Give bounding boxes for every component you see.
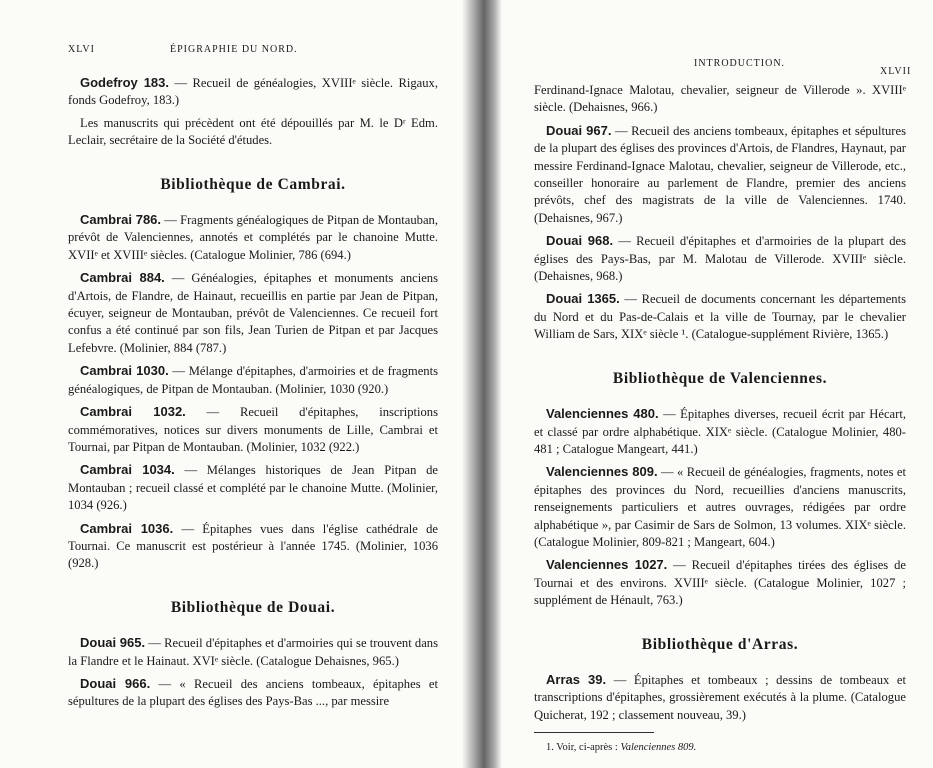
note-paragraph: Les manuscrits qui précèdent ont été dépouillés par M. le Dʳ Edm. Leclair, secrétaire de la Société d'études. xyxy=(68,115,438,148)
entry-text: — Généalogies, épitaphes et monuments anciens d'Artois, de Flandre, de Hainaut, recueillis en partie par Jean de Pitpan, écuyer, seigneur de Montauban, prévôt de Valenciennes. Ce recueil fort confus a été continué par son fils, Jean Turien de Pitpan et par Jacques Lefebvre. (Molinier, 884 (787.) xyxy=(68,271,438,355)
entry-text: — Recueil d'épitaphes tirées des églises de Tournai et des environs. XVIIIᵉ siècle. (Catalogue Molinier, 1027 ; supplément de Hénault, 763.) xyxy=(534,558,906,608)
entry-text: — Épitaphes et tombeaux ; dessins de tombeaux et transcriptions d'épitaphes, grossièrement exécutés à la plume. (Catalogue Quicherat, 192 ; classement nouveau, 39.) xyxy=(534,672,906,722)
entry-douai-965 xyxy=(68,634,438,670)
section-heading-cambrai: Bibliothèque de Cambrai. xyxy=(160,175,346,193)
entry-douai-1365 xyxy=(534,290,906,343)
entry-text: — Recueil de documents concernant les départements du Nord et du Pas-de-Calais et la ville de Tournay, par le chevalier William de Sars, XIXᵉ siècle ¹. (Catalogue-supplément Rivière, 1365.) xyxy=(534,292,906,342)
footnote xyxy=(534,739,906,756)
entry-ref: Douai 968. xyxy=(546,233,614,249)
entry-continuation: Ferdinand-Ignace Malotau, chevalier, seigneur de Villerode ». XVIIIᵉ siècle. (Dehaisnes, 966.) xyxy=(534,83,906,115)
right-page xyxy=(472,0,933,768)
entry-text: — « Recueil de généalogies, fragments, notes et épitaphes des provinces du Nord, recueillies d'anciens manuscrits, renseignements particuliers et autres ouvrages, rédigées par ordre alphabétique », par Casimir de Sars de Solmon, 13 volumes. XIXᵉ siècle. (Catalogue Molinier, 809-821 ; Mangeart, 604.) xyxy=(534,465,906,549)
entry-ref: Cambrai 884. xyxy=(80,270,165,286)
entry-arras-39 xyxy=(534,671,906,724)
entry-ref: Arras 39. xyxy=(546,671,607,687)
entry-ref: Valenciennes 480. xyxy=(546,406,659,422)
footnote-prefix: 1. Voir, ci-après : xyxy=(546,742,621,754)
entry-douai-967 xyxy=(534,122,906,227)
entry-text: — Mélange d'épitaphes, d'armoiries et de fragments généalogiques, de Pitpan de Montauban. (Molinier, 1030 (920.) xyxy=(68,364,438,396)
right-running-title: INTRODUCTION. xyxy=(694,58,786,69)
entry-ref: Cambrai 1030. xyxy=(80,363,169,379)
entry-douai-966 xyxy=(68,675,438,711)
entry-text: — Recueil d'épitaphes, inscriptions commémoratives, notices sur divers monuments de Lille, Cambrai et Tournai, par Pitpan de Montauban. (Molinier, 1032 (922.) xyxy=(68,405,438,454)
entry-cambrai-884 xyxy=(68,269,438,357)
entry-ref: Cambrai 1034. xyxy=(80,462,175,478)
entry-text: — Mélanges historiques de Jean Pitpan de Montauban ; recueil classé et complété par le chanoine Mutte. (Molinier, 1034 (926.) xyxy=(68,463,438,513)
entry-ref: Douai 967. xyxy=(546,122,612,138)
entry-text: — Recueil des anciens tombeaux, épitaphes et sépultures de la plupart des églises des provinces d'Artois, de Flandres, Haynaut, par messire Ferdinand-Ignace Malotau, chevalier, seigneur de Villerode, etc., conseiller honoraire au parlement de Flandre, premier des anciens prévôts, chef des magistrats de la ville de Valenciennes. 1740. (Dehaisnes, 967.) xyxy=(534,123,906,225)
entry-text: — « Recueil des anciens tombeaux, épitaphes et sépultures de la plupart des églises des Pays-Bas ..., par messire xyxy=(68,676,438,709)
section-heading-douai: Bibliothèque de Douai. xyxy=(170,598,336,616)
entry-cambrai-786 xyxy=(68,211,438,264)
entry-cambrai-1036 xyxy=(68,520,438,573)
entry-valenciennes-809 xyxy=(534,463,906,551)
entry-ref: Godefroy 183. xyxy=(80,75,169,90)
entry-godefroy-183 xyxy=(68,74,438,110)
entry-ref: Douai 965. xyxy=(80,635,146,651)
footnote-reference: Valenciennes 809. xyxy=(620,742,697,754)
entry-ref: Cambrai 1032. xyxy=(80,404,186,420)
entry-ref: Valenciennes 809. xyxy=(546,464,658,480)
entry-valenciennes-480 xyxy=(534,405,906,458)
entry-text: — Épitaphes vues dans l'église cathédrale de Tournai. Ce manuscrit est postérieur à l'année 1745. (Molinier, 1036 (928.) xyxy=(68,521,438,571)
entry-text: — Recueil d'épitaphes et d'armoiries qui se trouvent dans la Flandre et le Hainaut. XVIᵉ siècle. (Catalogue Dehaisnes, 965.) xyxy=(68,636,438,668)
left-running-title: ÉPIGRAPHIE DU NORD. xyxy=(170,44,298,55)
entry-ref: Valenciennes 1027. xyxy=(546,557,668,573)
entry-cambrai-1030 xyxy=(68,362,438,398)
entry-valenciennes-1027 xyxy=(534,556,906,609)
entry-text: — Recueil de généalogies, XVIIIᵉ siècle. Rigaux, fonds Godefroy, 183.) xyxy=(68,76,438,108)
entry-text: — Fragments généalogiques de Pitpan de Montauban, prévôt de Valenciennes, annotés et complétés par le chanoine Mutte. XVIIᵉ et XVIIIᵉ siècles. (Catalogue Molinier, 786 (694.) xyxy=(68,213,438,262)
left-page-number: XLVI xyxy=(68,44,95,55)
entry-cambrai-1034 xyxy=(68,461,438,514)
entry-ref: Douai 966. xyxy=(80,675,151,691)
section-heading-arras: Bibliothèque d'Arras. xyxy=(641,635,799,653)
book-gutter-shadow xyxy=(462,0,502,768)
right-text-column xyxy=(534,82,906,757)
entry-ref: Cambrai 1036. xyxy=(80,520,174,536)
entry-douai-968 xyxy=(534,232,906,285)
entry-text: — Épitaphes diverses, recueil écrit par Hécart, et classé par ordre alphabétique. XIXᵉ siècle. (Catalogue Molinier, 480-481 ; Catalogue Mangeart, 441.) xyxy=(534,407,906,456)
left-text-column xyxy=(68,74,438,716)
entry-cambrai-1032 xyxy=(68,403,438,456)
footnote-rule xyxy=(534,732,654,733)
entry-ref: Douai 1365. xyxy=(546,291,620,307)
right-page-number: XLVII xyxy=(880,66,912,77)
section-heading-valenciennes: Bibliothèque de Valenciennes. xyxy=(612,369,828,387)
entry-ref: Cambrai 786. xyxy=(80,212,162,228)
entry-text: — Recueil d'épitaphes et d'armoiries de la plupart des églises des Pays-Bas, par M. Malotau de Villerode. XVIIIᵉ siècle. (Dehaisnes, 968.) xyxy=(534,234,906,284)
